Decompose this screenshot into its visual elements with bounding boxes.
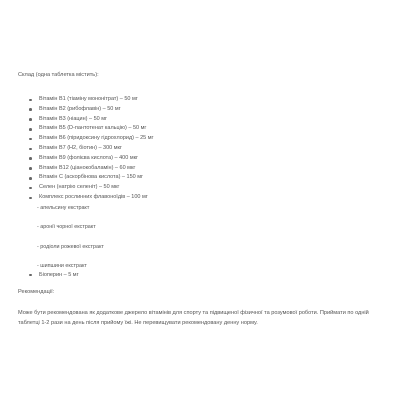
- list-item: - апельсину екстракт: [37, 205, 90, 211]
- list-item: Селен (натрію селеніт) – 50 мкг: [29, 183, 389, 193]
- list-item: Вітамін B7 (H2, біотин) – 300 мкг: [29, 144, 389, 154]
- additional-ingredients-list: [29, 271, 79, 279]
- list-item: Вітамін B2 (рибофлавін) – 50 мг: [29, 105, 389, 115]
- list-item: Вітамін C (аскорбінова кислота) – 150 мг: [29, 173, 389, 183]
- list-item: Біоперин – 5 мг: [29, 271, 79, 279]
- list-item: - шипшини екстракт: [37, 262, 87, 269]
- list-item: Вітамін B9 (фолієва кислота) – 400 мкг: [29, 154, 389, 164]
- list-item: Комплекс рослинних флавоноїдів – 100 мг: [29, 193, 389, 203]
- recommendations-heading: Рекомендації:: [18, 289, 55, 295]
- list-item: Вітамін B12 (ціанокобаламін) – 60 мкг: [29, 164, 389, 174]
- composition-list: [29, 95, 389, 203]
- composition-heading: Склад (одна таблетка містить):: [18, 72, 99, 78]
- list-item: Вітамін B5 (D-пантотенат кальцію) – 50 мг: [29, 124, 389, 134]
- list-item: - аронії чорної екстракт: [37, 224, 96, 231]
- list-item: Вітамін B3 (ніацин) – 50 мг: [29, 115, 389, 125]
- list-item: - родіоли рожевої екстракт: [37, 243, 104, 250]
- recommendations-text: Може бути рекомендована як додаткове джерело вітамінів для спорту та підвищеної фізичної та розумової роботи. Приймати по одній таблетці 1-2 рази на день після прийому їжі. Не перевищувати рекомендовану денну норму.: [18, 310, 369, 326]
- list-item: Вітамін B1 (тіаміну мононітрат) – 50 мг: [29, 95, 389, 105]
- list-item: Вітамін B6 (піридоксину гідрохлорид) – 25 мг: [29, 134, 389, 144]
